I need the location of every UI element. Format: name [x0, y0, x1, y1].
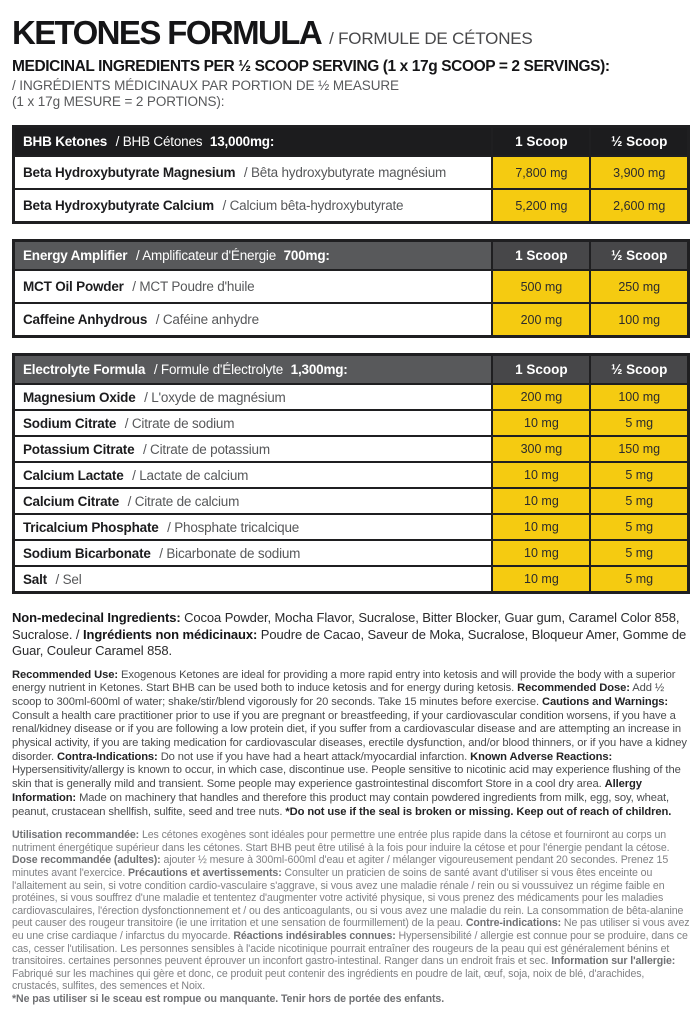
section-title: [14, 241, 493, 271]
table-row: [14, 514, 689, 540]
ingredient-name-fr: / Caféine anhydre: [155, 312, 259, 327]
amount-1-scoop: 10 mg: [492, 462, 590, 488]
table-row: [14, 189, 689, 223]
ingredient-name: [14, 462, 493, 488]
amount-half-scoop: 5 mg: [590, 540, 688, 566]
section-title: [14, 127, 493, 157]
amount-half-scoop: 5 mg: [590, 566, 688, 593]
page-title: [12, 14, 690, 52]
ingredient-name-en: Sodium Bicarbonate: [23, 545, 151, 561]
ingredient-name: [14, 410, 493, 436]
amount-1-scoop: 10 mg: [492, 410, 590, 436]
amount-half-scoop: 5 mg: [590, 488, 688, 514]
amount-half-scoop: 3,900 mg: [590, 156, 688, 189]
ingredient-name: [14, 384, 493, 410]
amount-half-scoop: 5 mg: [590, 514, 688, 540]
ingredient-name-en: Sodium Citrate: [23, 415, 117, 431]
amount-half-scoop: 150 mg: [590, 436, 688, 462]
ingredient-name: [14, 514, 493, 540]
section-title-en: BHB Ketones: [23, 134, 108, 149]
column-header-1-scoop: 1 Scoop: [492, 355, 590, 385]
ingredient-name-fr: / Phosphate tricalcique: [167, 519, 300, 535]
amount-half-scoop: 250 mg: [590, 270, 688, 303]
table-row: [14, 303, 689, 337]
column-header-half-scoop: ½ Scoop: [590, 355, 688, 385]
medicinal-ingredients-heading: MEDICINAL INGREDIENTS PER ½ SCOOP SERVING (1 x 17g SCOOP = 2 SERVINGS):: [12, 58, 610, 75]
ingredient-name: [14, 566, 493, 593]
ingredient-name-fr: / Citrate de sodium: [124, 415, 235, 431]
ingredient-name-fr: / Lactate de calcium: [132, 467, 249, 483]
amount-1-scoop: 200 mg: [492, 303, 590, 337]
table-row: [14, 270, 689, 303]
ingredient-name-en: Salt: [23, 571, 47, 587]
section-title-fr: / Formule d'Électrolyte: [153, 362, 284, 377]
ingredient-name-en: Beta Hydroxybutyrate Calcium: [23, 198, 214, 213]
amount-half-scoop: 2,600 mg: [590, 189, 688, 223]
non-medicinal-ingredients: Non-medecinal Ingredients: Cocoa Powder, Mocha Flavor, Sucralose, Bitter Blocker, Guar gum, Caramel Color 858, Sucralose. / Ingrédients non médicinaux: Poudre de Cacao, Saveur de Moka, Sucralose, Bloqueur Amer, Gomme de Guar, Couleur Caramel 858.: [12, 610, 687, 658]
ingredient-name: [14, 540, 493, 566]
ingredient-name-en: Calcium Lactate: [23, 467, 124, 483]
ingredient-name-fr: / Calcium bêta-hydroxybutyrate: [222, 198, 404, 213]
table-row: [14, 462, 689, 488]
directions-paragraph-english: Recommended Use: Exogenous Ketones are ideal for providing a more rapid entry into ketosis and will provide the body with a superior energy nutrient in Ketones. Start BHB can be used both to induce ketosis and for energy during ketosis. Recommended Dose: Add ½ scoop to 300ml-600ml of water; shake/stir/blend vigorously for 20 seconds. Take 15 minutes before exercise. Cautions and Warnings: Consult a health care practitioner prior to use if you are pregnant or breastfeeding, if your cardiovascular condition worsens, if you have a renal/kidney disease or if you are following a low protein diet, if you suffer from a cardiovascular disease and are attempting an increase in physical activity, if you are taking medication for cardiovascular diseases, erectile dysfunction, and/or blood thinners, or if you have a kidney disorder. Contra-Indications: Do not use if you have had a heart attack/myocardial infarction. Known Adverse Reactions: Hypersensitivity/allergy is known to occur, in which case, discontinue use. People sensitive to nicotinic acid may experience flushing of the skin that is generally mild and transient. Some people may experience gastrointestinal discomfort Store in a cool dry area. Allergy Information: Made on machinery that handles and therefore this product may contain powdered ingredients from milk, egg, soy, wheat, peanut, crustacean shellfish, sulfite, seed and tree nuts. *Do not use if the seal is broken or missing. Keep out of reach of children.: [12, 668, 687, 818]
table-row: [14, 436, 689, 462]
amount-1-scoop: 10 mg: [492, 566, 590, 593]
section-title-en: Energy Amplifier: [23, 248, 128, 263]
column-header-1-scoop: 1 Scoop: [492, 241, 590, 271]
ingredient-name: [14, 436, 493, 462]
ingredient-name-en: Calcium Citrate: [23, 493, 120, 509]
amount-1-scoop: 5,200 mg: [492, 189, 590, 223]
section-total-amount: 700mg:: [283, 248, 330, 263]
amount-half-scoop: 5 mg: [590, 462, 688, 488]
ingredient-name: [14, 303, 493, 337]
table-row: [14, 540, 689, 566]
section-title-en: Electrolyte Formula: [23, 362, 146, 377]
table-header-row: [14, 241, 689, 271]
ingredient-name: [14, 488, 493, 514]
section-title: [14, 355, 493, 385]
ingredient-name-fr: / Citrate de potassium: [142, 441, 270, 457]
ingredient-name-fr: / Bêta hydroxybutyrate magnésium: [243, 165, 447, 180]
ingredient-name: [14, 270, 493, 303]
ingredient-name-en: Potassium Citrate: [23, 441, 135, 457]
ingredient-name-en: Magnesium Oxide: [23, 389, 136, 405]
electrolyte-formula-table: [12, 353, 690, 594]
table-row: [14, 156, 689, 189]
table-header-row: [14, 127, 689, 157]
title-french: / FORMULE DE CÉTONES: [329, 29, 533, 48]
column-header-half-scoop: ½ Scoop: [590, 241, 688, 271]
medicinal-ingredients-heading-fr-line1: / INGRÉDIENTS MÉDICINAUX PAR PORTION DE ½ MEASURE: [12, 78, 399, 93]
amount-1-scoop: 10 mg: [492, 488, 590, 514]
ingredient-name-en: Tricalcium Phosphate: [23, 519, 159, 535]
ingredient-name-fr: / Sel: [55, 571, 82, 587]
section-title-fr: / BHB Cétones: [115, 134, 203, 149]
amount-half-scoop: 5 mg: [590, 410, 688, 436]
amount-half-scoop: 100 mg: [590, 303, 688, 337]
section-total-amount: 13,000mg:: [209, 134, 275, 149]
amount-1-scoop: 10 mg: [492, 514, 590, 540]
directions-paragraph-french: Utilisation recommandée: Les cétones exogènes sont idéales pour permettre une entrée plus rapide dans la cétose et fourniront au corps un nutriment énergétique supérieur dans les cétones. Start BHB peut être utilisé à la fois pour induire la cétose et pour l'énergie pendant la cétose. Dose recommandée (adultes): ajouter ½ mesure à 300ml-600ml d'eau et agiter / mélanger vigoureusement pendant 20 secondes. Prenez 15 minutes avant l'exercice. Précautions et avertissements: Consulter un praticien de soins de santé avant d'utiliser si vous êtes enceinte ou l'allaitement au sein, si votre condition cardio-vasculaire s'aggrave, si vous avez une maladie rénale / rein ou si voussuivez un régime faible en protéines, si vous souffrez d'une maladie et tententez d'augmenter votre activité physique, si vous prenez des médicaments pour les maladies cardiovasculaires, l'érection dysfonctionnement et / ou des anticoagulants, ou si vous avez une maladie du rein. La consommation de bêta-alanine peut causer des rougeur transitoire (ie une irritation et une sensation de fourmillement) de la peau. Contre-indications: Ne pas utiliser si vous avez eu une crise cardiaque / infarctus du myocarde. Réactions indésirables connues: Hypersensibilité / allergie est connue pour se produire, dans ce cas, cesser l'utilisation. Les personnes sensibles à l'acide nicotinique pourrait entraîner des rougeurs de la peau qui est généralement bénins et transitoires. certaines personnes peuvent éprouver un inconfort gastro-intestinal. Ranger dans un endroit frais et sec. Information sur l'allergie: Fabriqué sur les machines qui gère et donc, ce produit peut contenir des ingrédients en poudre de lait, œuf, soja, noix de blé, d'arachides, crustacés, sulfites, des semences et Noix. *Ne pas utiliser si le sceau est rompue ou manquante. Tenir hors de portée des enfants.: [12, 829, 690, 1005]
ingredient-name-en: Caffeine Anhydrous: [23, 312, 148, 327]
energy-amplifier-table: [12, 239, 690, 338]
amount-1-scoop: 300 mg: [492, 436, 590, 462]
section-total-amount: 1,300mg:: [290, 362, 348, 377]
table-row: [14, 488, 689, 514]
table-row: [14, 410, 689, 436]
table-header-row: [14, 355, 689, 385]
bhb-ketones-table: [12, 125, 690, 224]
ingredient-name-fr: / MCT Poudre d'huile: [132, 279, 255, 294]
table-row: [14, 384, 689, 410]
amount-1-scoop: 200 mg: [492, 384, 590, 410]
ingredient-name-fr: / Citrate de calcium: [127, 493, 240, 509]
amount-1-scoop: 10 mg: [492, 540, 590, 566]
ingredient-name-fr: / Bicarbonate de sodium: [159, 545, 301, 561]
medicinal-ingredients-heading-fr-line2: (1 x 17g MESURE = 2 PORTIONS):: [12, 94, 225, 109]
ingredient-name-en: MCT Oil Powder: [23, 279, 124, 294]
amount-1-scoop: 500 mg: [492, 270, 590, 303]
amount-half-scoop: 100 mg: [590, 384, 688, 410]
ingredient-name: [14, 156, 493, 189]
section-title-fr: / Amplificateur d'Énergie: [135, 248, 277, 263]
amount-1-scoop: 7,800 mg: [492, 156, 590, 189]
table-row: [14, 566, 689, 593]
ingredient-name-fr: / L'oxyde de magnésium: [144, 389, 286, 405]
ingredient-name-en: Beta Hydroxybutyrate Magnesium: [23, 165, 236, 180]
column-header-1-scoop: 1 Scoop: [492, 127, 590, 157]
title-english: KETONES FORMULA: [12, 14, 322, 51]
ingredient-name: [14, 189, 493, 223]
column-header-half-scoop: ½ Scoop: [590, 127, 688, 157]
